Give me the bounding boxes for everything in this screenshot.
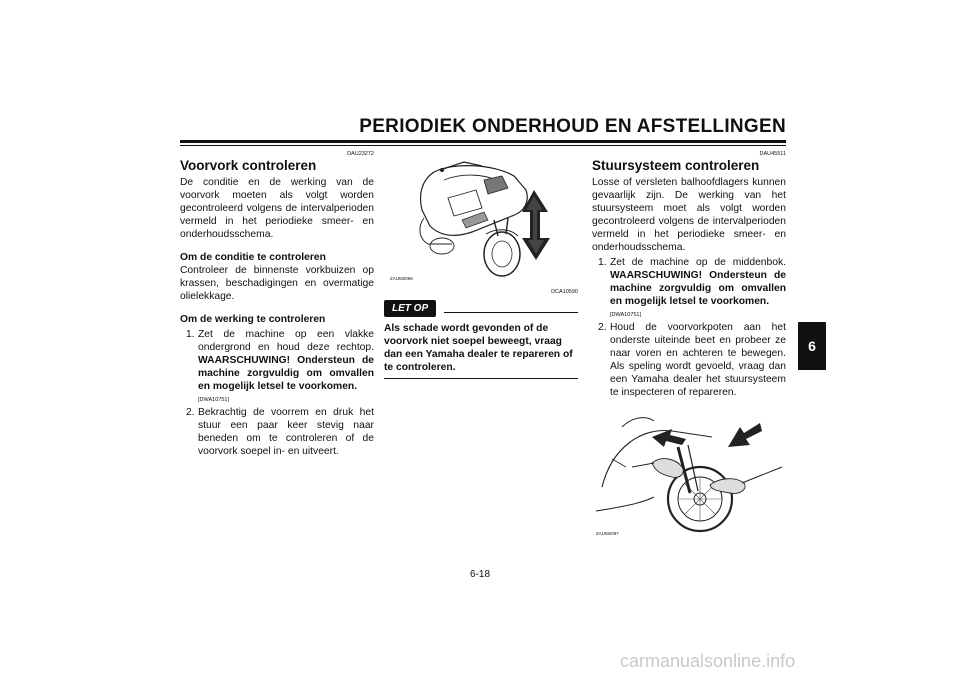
column-steering	[592, 150, 786, 537]
figure-code: ZAUM2096	[390, 276, 413, 281]
figure-code: ZAUM2097	[596, 531, 619, 536]
header-rule-thin	[180, 145, 786, 146]
warning-text: WAARSCHUWING! Ondersteun de machine zorgvuldig om omvallen en mogelijk letsel te voorkomen.	[198, 355, 374, 392]
page-number: 6-18	[469, 569, 490, 580]
page-title: PERIODIEK ONDERHOUD EN AFSTELLINGEN	[359, 116, 786, 137]
step-text: Bekrachtig de voorrem en druk het stuur een paar keer stevig naar beneden om te controleren of de voorvork soepel in- en uitveert.	[198, 407, 374, 457]
step-text: Houd de voorvorkpoten aan het onderste uiteinde beet en probeer ze naar voren en achteren te bewegen. Als speling wordt gevoeld, vraag dan een Yamaha dealer het stuursysteem te inspecteren of repareren.	[610, 322, 786, 398]
section-heading: Voorvork controleren	[180, 158, 317, 173]
warning-code: [DWA10751]	[198, 397, 229, 403]
list-number: 2.	[186, 407, 195, 418]
section-heading: Stuursysteem controleren	[592, 158, 760, 173]
scooter-figure	[384, 150, 578, 282]
caution-banner	[384, 300, 578, 318]
section-code: DAU45511	[759, 151, 786, 157]
subheading-condition: Om de conditie te controleren	[180, 252, 326, 263]
condition-text: Controleer de binnenste vorkbuizen op krassen, beschadigingen en overmatige olielekkage.	[180, 265, 374, 302]
caution-code: DCA10590	[551, 289, 578, 295]
watermark: carmanualsonline.info	[620, 651, 796, 671]
column-front-fork	[180, 150, 374, 458]
list-number: 1.	[186, 329, 195, 340]
steering-check-illustration	[592, 407, 786, 537]
scooter-fork-illustration	[384, 150, 578, 282]
warning-code: [DWA10751]	[610, 312, 641, 318]
caution-rule	[384, 378, 578, 379]
section-intro: De conditie en de werking van de voorvork moeten als volgt worden gecontroleerd volgens de intervalperioden vermeld in het periodieke smeer- en onderhoudsschema.	[180, 177, 374, 240]
section-code: DAU23272	[347, 151, 374, 157]
list-number: 2.	[598, 322, 607, 333]
warning-text: WAARSCHUWING! Ondersteun de machine zorgvuldig om omvallen en mogelijk letsel te voorkomen.	[610, 270, 786, 307]
caution-text: Als schade wordt gevonden of de voorvork niet soepel beweegt, vraag dan een Yamaha dealer te repareren of te controleren.	[384, 323, 573, 373]
step-text: Zet de machine op de middenbok.	[610, 257, 786, 268]
caution-line	[444, 312, 578, 313]
letop-label: LET OP	[384, 300, 436, 317]
list-number: 1.	[598, 257, 607, 268]
subheading-operation: Om de werking te controleren	[180, 314, 326, 325]
step-text: Zet de machine op een vlakke ondergrond en houd deze rechtop.	[198, 329, 374, 353]
column-figure-caution	[384, 150, 578, 379]
list-item	[592, 256, 786, 308]
section-intro: Losse of versleten balhoofdlagers kunnen gevaarlijk zijn. De werking van het stuursysteem moet als volgt worden gecontroleerd volgens de intervalperioden vermeld in het periodieke smeer- en onderhoudsschema.	[592, 177, 786, 253]
steering-figure	[592, 407, 786, 537]
list-item	[592, 321, 786, 399]
list-item	[180, 406, 374, 458]
list-item	[180, 328, 374, 393]
chapter-tab[interactable]: 6	[798, 322, 826, 370]
header-rule	[180, 140, 786, 143]
